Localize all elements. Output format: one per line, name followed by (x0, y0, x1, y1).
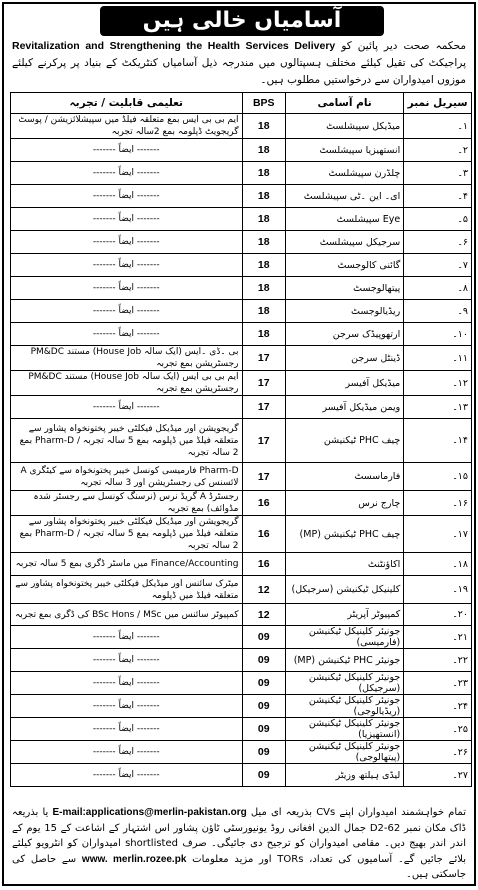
header-serial: سیریل نمبر (404, 93, 472, 114)
table-header-row (11, 93, 472, 114)
table-row (11, 300, 472, 323)
serial-cell: ۱۷۔ (404, 516, 472, 553)
qualification-cell: ------- ایضاً ------- (11, 208, 243, 231)
table-row (11, 114, 472, 139)
table-row (11, 277, 472, 300)
qualification-cell: ------- ایضاً ------- (11, 277, 243, 300)
application-email[interactable]: E-mail:applications@merlin-pakistan.org (52, 807, 247, 818)
bps-cell: 16 (242, 491, 285, 516)
post-name-cell: چلڈرن سپیشلسٹ (285, 162, 403, 185)
table-row (11, 553, 472, 576)
qualification-cell: ------- ایضاً ------- (11, 300, 243, 323)
qualification-cell: Pharm-D فارمیسی کونسل خیبر پختونخواہ سے کیٹگری A لائسنس کی رجسٹریشن اور 3 سالہ تجربہ (11, 463, 243, 491)
intro-before: محکمہ صحت دیر پائین کو (341, 40, 466, 52)
qualification-cell: بی ۔ڈی ۔ایس (ایک سالہ House Job) مستند PM&DC رجسٹریشن بمع تجربہ (11, 346, 243, 371)
serial-cell: ۲۱۔ (404, 626, 472, 649)
table-row (11, 516, 472, 553)
post-name-cell: جونیئر کلینیکل ٹیکنیشن (انستھیزیا) (285, 718, 403, 741)
bps-cell: 18 (242, 231, 285, 254)
serial-cell: ۲۲۔ (404, 649, 472, 672)
bps-cell: 17 (242, 419, 285, 463)
qualification-cell: ------- ایضاً ------- (11, 741, 243, 764)
qualification-cell: ------- ایضاً ------- (11, 162, 243, 185)
table-row (11, 419, 472, 463)
bps-cell: 17 (242, 396, 285, 419)
serial-cell: ۵۔ (404, 208, 472, 231)
bps-cell: 17 (242, 371, 285, 396)
bps-cell: 18 (242, 323, 285, 346)
qualification-cell: میٹرک سائنس اور میڈیکل فیکلٹی خیبر پختونخواہ پشاور سے متعلقہ فیلڈ میں ڈپلومہ (11, 576, 243, 604)
post-name-cell: میڈیکل آفیسر (285, 371, 403, 396)
bps-cell: 09 (242, 672, 285, 695)
post-name-cell: Eye سپیشلسٹ (285, 208, 403, 231)
qualification-cell: ایم بی بی ایس بمع متعلقہ فیلڈ میں سپیشلائزیشن / پوسٹ گریجویٹ ڈپلومہ بمع 2سالہ تجربہ (11, 114, 243, 139)
qualification-cell: ------- ایضاً ------- (11, 396, 243, 419)
table-row (11, 649, 472, 672)
qualification-cell: ------- ایضاً ------- (11, 718, 243, 741)
ad-title: آسامیاں خالی ہیں (100, 6, 384, 36)
bps-cell: 12 (242, 576, 285, 604)
table-row (11, 139, 472, 162)
serial-cell: ۷۔ (404, 254, 472, 277)
bps-cell: 09 (242, 741, 285, 764)
qualification-cell: ------- ایضاً ------- (11, 323, 243, 346)
job-advertisement (2, 2, 476, 886)
bps-cell: 09 (242, 764, 285, 787)
serial-cell: ۱۹۔ (404, 576, 472, 604)
bps-cell: 12 (242, 604, 285, 626)
post-name-cell: چارج نرس (285, 491, 403, 516)
header-qualification: تعلیمی قابلیت / تجربہ (11, 93, 243, 114)
serial-cell: ۳۔ (404, 162, 472, 185)
qualification-cell: ------- ایضاً ------- (11, 139, 243, 162)
qualification-cell: Finance/Accounting میں ماسٹر ڈگری بمع 5 سالہ تجربہ (11, 553, 243, 576)
posts-table (10, 92, 472, 787)
bps-cell: 18 (242, 162, 285, 185)
post-name-cell: جونیئر کلینیکل ٹیکنیشن (ریڈیالوجی) (285, 695, 403, 718)
post-name-cell: سرجیکل سپیشلسٹ (285, 231, 403, 254)
post-name-cell: جونیئر کلینیکل ٹیکنیشن (فارمیسی) (285, 626, 403, 649)
table-row (11, 764, 472, 787)
bps-cell: 16 (242, 553, 285, 576)
table-row (11, 672, 472, 695)
serial-cell: ۲۰۔ (404, 604, 472, 626)
footer-part-1: تمام خواہشمند امیدواران اپنے CVs بذریعہ ای میل (250, 807, 466, 818)
serial-cell: ۱۔ (404, 114, 472, 139)
qualification-cell: ------- ایضاً ------- (11, 695, 243, 718)
post-name-cell: اکاؤنٹنٹ (285, 553, 403, 576)
bps-cell: 09 (242, 649, 285, 672)
table-row (11, 185, 472, 208)
qualification-cell: ------- ایضاً ------- (11, 626, 243, 649)
qualification-cell: رجسٹرڈ A گریڈ نرس (نرسنگ کونسل سے رجسٹر شدہ مڈوائف) بمع تجربہ (11, 491, 243, 516)
serial-cell: ۲۳۔ (404, 672, 472, 695)
serial-cell: ۶۔ (404, 231, 472, 254)
post-name-cell: چیف PHC ٹیکنیشن (MP) (285, 516, 403, 553)
qualification-cell: ------- ایضاً ------- (11, 254, 243, 277)
post-name-cell: لیڈی ہیلتھ وزیٹر (285, 764, 403, 787)
post-name-cell: جونیئر کلینیکل ٹیکنیشن (سرجیکل) (285, 672, 403, 695)
table-row (11, 208, 472, 231)
post-name-cell: گائنی کالوجسٹ (285, 254, 403, 277)
serial-cell: ۴۔ (404, 185, 472, 208)
qualification-cell: ------- ایضاً ------- (11, 231, 243, 254)
serial-cell: ۱۵۔ (404, 463, 472, 491)
header-bps: BPS (242, 93, 285, 114)
bps-cell: 18 (242, 185, 285, 208)
serial-cell: ۱۸۔ (404, 553, 472, 576)
project-name: Revitalization and Strengthening the Health Services Delivery (12, 40, 336, 52)
bps-cell: 09 (242, 626, 285, 649)
website-link[interactable]: www. merlin.rozee.pk (81, 853, 187, 865)
serial-cell: ۱۲۔ (404, 371, 472, 396)
bps-cell: 09 (242, 695, 285, 718)
table-row (11, 695, 472, 718)
serial-cell: ۲۵۔ (404, 718, 472, 741)
post-name-cell: پیتھالوجسٹ (285, 277, 403, 300)
serial-cell: ۱۶۔ (404, 491, 472, 516)
post-name-cell: میڈیکل سپیشلسٹ (285, 114, 403, 139)
table-row (11, 254, 472, 277)
table-row (11, 371, 472, 396)
qualification-cell: گریجویشن اور میڈیکل فیکلٹی خیبر پختونخواہ پشاور سے متعلقہ فیلڈ میں ڈپلومہ بمع 5 سالہ تجربہ / Pharm-D بمع 2 سالہ تجربہ (11, 516, 243, 553)
intro-after: پراجیکٹ کی تقیل کیلئے مختلف ہسپتالوں میں مندرجہ ذیل آسامیاں کنٹریکٹ کے بنیاد پر پرکرنے کیلئے موزوں امیدواران سے درخواستیں مطلوب ہیں۔ (12, 57, 466, 86)
post-name-cell: ڈینٹل سرجن (285, 346, 403, 371)
bps-cell: 18 (242, 139, 285, 162)
qualification-cell: ------- ایضاً ------- (11, 649, 243, 672)
serial-cell: ۲۴۔ (404, 695, 472, 718)
bps-cell: 18 (242, 114, 285, 139)
table-row (11, 463, 472, 491)
post-name-cell: کلینیکل ٹیکنیشن (سرجیکل) (285, 576, 403, 604)
serial-cell: ۸۔ (404, 277, 472, 300)
bps-cell: 09 (242, 718, 285, 741)
serial-cell: ۱۳۔ (404, 396, 472, 419)
qualification-cell: ------- ایضاً ------- (11, 185, 243, 208)
table-row (11, 346, 472, 371)
serial-cell: ۲۷۔ (404, 764, 472, 787)
qualification-cell: ------- ایضاً ------- (11, 672, 243, 695)
post-name-cell: ارتھوپیڈک سرجن (285, 323, 403, 346)
post-name-cell: کمپیوٹر آپریٹر (285, 604, 403, 626)
table-row (11, 323, 472, 346)
bps-cell: 17 (242, 463, 285, 491)
footer-instructions (12, 805, 466, 883)
qualification-cell: کمپیوٹر سائنس میں BSc Hons / MSc کی ڈگری بمع تجربہ (11, 604, 243, 626)
table-row (11, 604, 472, 626)
table-row (11, 162, 472, 185)
table-row (11, 626, 472, 649)
footer-part-3: سے حاصل کی جاسکتی ہیں۔ (12, 853, 466, 880)
post-name-cell: ریڈیالوجسٹ (285, 300, 403, 323)
bps-cell: 17 (242, 346, 285, 371)
serial-cell: ۱۰۔ (404, 323, 472, 346)
serial-cell: ۲۔ (404, 139, 472, 162)
post-name-cell: انستھیزیا سپیشلسٹ (285, 139, 403, 162)
qualification-cell: ایم بی بی ایس (ایک سالہ House Job) مستند PM&DC رجسٹریشن بمع تجربہ (11, 371, 243, 396)
serial-cell: ۲۶۔ (404, 741, 472, 764)
bps-cell: 18 (242, 208, 285, 231)
intro-paragraph (12, 38, 466, 89)
post-name-cell: جونیئر کلینیکل ٹیکنیشن (پیتھالوجی) (285, 741, 403, 764)
table-row (11, 491, 472, 516)
post-name-cell: ویمن میڈیکل آفیسر (285, 396, 403, 419)
table-row (11, 576, 472, 604)
table-row (11, 718, 472, 741)
bps-cell: 16 (242, 516, 285, 553)
post-name-cell: فارماسسٹ (285, 463, 403, 491)
footer-part-2: یا بذریعہ ڈاک مکان نمبر 62-D2 جمال الدین افغانی روڈ یونیورسٹی ٹاؤن پشاور اس اشتہار کے اشاعت کے 15 یوم کے اندر اندر بھیج دیں۔ مقامی امیدواران کو ترجیح دی جائیگی۔ صرف shortlisted امیدواران کو انٹرویو کیلئے بلائے جائیں گے۔ آسامیوں کی تعداد، TORs اور مزید معلومات (12, 807, 466, 865)
serial-cell: ۱۱۔ (404, 346, 472, 371)
bps-cell: 18 (242, 254, 285, 277)
bps-cell: 18 (242, 300, 285, 323)
bps-cell: 18 (242, 277, 285, 300)
serial-cell: ۱۴۔ (404, 419, 472, 463)
serial-cell: ۹۔ (404, 300, 472, 323)
qualification-cell: ------- ایضاً ------- (11, 764, 243, 787)
post-name-cell: ای۔ این ۔ٹی سپیشلسٹ (285, 185, 403, 208)
post-name-cell: چیف PHC ٹیکنیشن (285, 419, 403, 463)
header-post-name: نام آسامی (285, 93, 403, 114)
table-row (11, 396, 472, 419)
table-row (11, 231, 472, 254)
qualification-cell: گریجویشن اور میڈیکل فیکلٹی خیبر پختونخواہ پشاور سے متعلقہ فیلڈ میں ڈپلومہ بمع 5 سالہ تجربہ / Pharm-D بمع 2 سالہ تجربہ (11, 419, 243, 463)
post-name-cell: جونیئر PHC ٹیکنیشن (MP) (285, 649, 403, 672)
table-row (11, 741, 472, 764)
